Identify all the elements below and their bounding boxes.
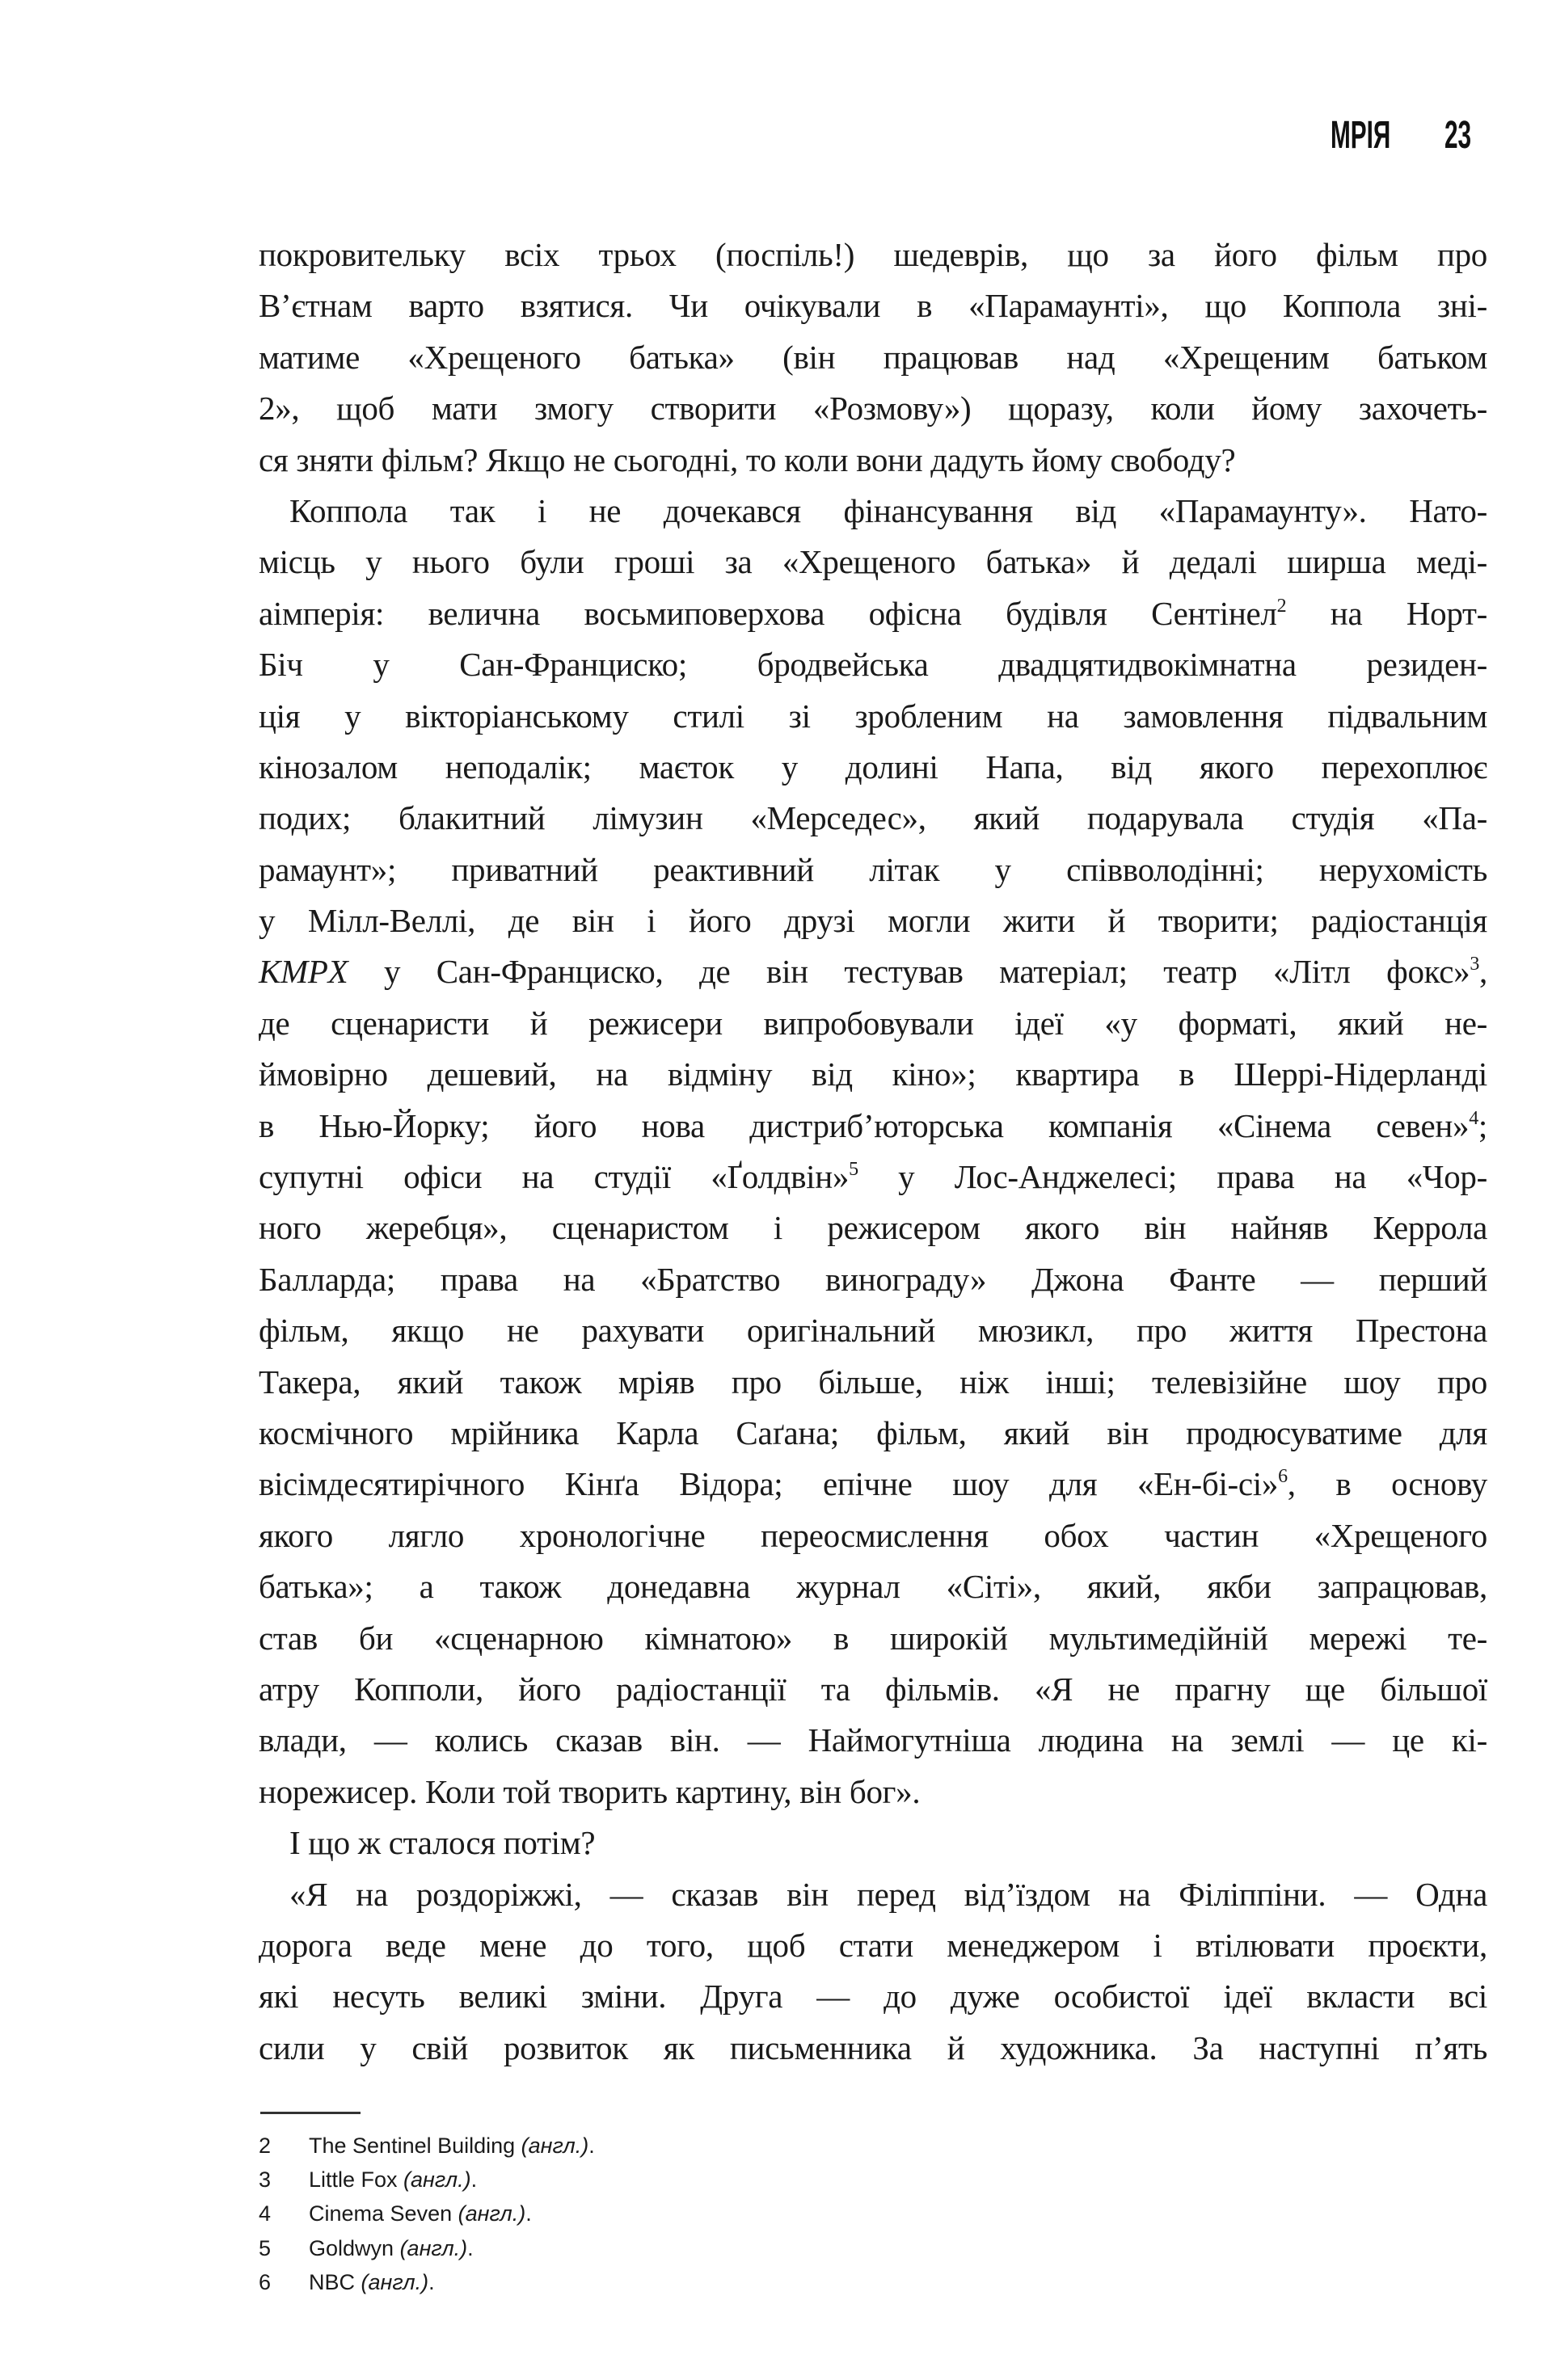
footnote-divider xyxy=(260,2112,361,2114)
footnote-ref: 5 xyxy=(849,1159,858,1181)
footnote-number: 3 xyxy=(259,2167,272,2193)
text-line xyxy=(259,1408,1487,1459)
text-run: батька»; а також донедавна журнал «Сіті», який, якби запрацював, xyxy=(259,1568,1487,1606)
footnote-ref: 2 xyxy=(1276,595,1287,617)
footnote-text: Little Fox xyxy=(309,2167,404,2193)
text-line xyxy=(259,946,1487,997)
text-line xyxy=(259,1869,1487,1920)
footnote-number: 2 xyxy=(259,2134,272,2158)
text-run: Балларда; права на «Братство винограду» Джона Фанте — перший xyxy=(259,1260,1487,1298)
text-run: у Лос-Анджелесі; права на «Чор- xyxy=(858,1158,1487,1196)
text-run: де сценаристи й режисери випробовували ідеї «у форматі, який не- xyxy=(259,1004,1487,1042)
text-run: І що ж сталося потім? xyxy=(289,1824,596,1862)
footnote-text: Goldwyn xyxy=(309,2235,400,2260)
text-run: норежисер. Коли той творить картину, він бог». xyxy=(259,1772,921,1810)
text-run: дорога веде мене до того, щоб стати менеджером і втілювати проєкти, xyxy=(259,1926,1487,1964)
footnote-language: (англ.) xyxy=(403,2167,471,2193)
text-line xyxy=(259,1254,1487,1305)
footnote-period: . xyxy=(428,2269,435,2294)
italic-text: KMPX xyxy=(259,953,348,991)
text-line xyxy=(259,1152,1487,1203)
text-run: подих; блакитний лімузин «Мерседес», який подарувала студія «Па- xyxy=(259,799,1487,837)
footnote xyxy=(259,2265,595,2299)
text-run: ймовірно дешевий, на відміну від кіно»; квартира в Шеррі-Нідерланді xyxy=(259,1055,1487,1093)
text-run: вісімдесятирічного Кінґа Відора; епічне шоу для «Ен-бі-сі» xyxy=(259,1465,1279,1503)
footnotes xyxy=(259,2129,595,2299)
text-line xyxy=(259,1459,1487,1510)
text-line xyxy=(259,383,1487,434)
footnote-language: (англ.) xyxy=(399,2235,468,2260)
text-run: «Я на роздоріжжі, — сказав він перед від’їздом на Філіппіни. — Одна xyxy=(289,1875,1487,1913)
text-line xyxy=(259,537,1487,588)
text-line xyxy=(259,435,1487,486)
text-line xyxy=(259,895,1487,946)
text-line xyxy=(259,1561,1487,1612)
text-run: сили у свій розвиток як письменника й художника. За наступні п’ять xyxy=(259,2028,1487,2066)
text-run: фільм, якщо не рахувати оригінальний мюзикл, про життя Престона xyxy=(259,1312,1487,1350)
text-run: у Мілл-Веллі, де він і його друзі могли жити й творити; радіостанція xyxy=(259,902,1487,940)
text-run: , в основу xyxy=(1287,1465,1487,1503)
text-run: у Сан-Франциско, де він тестував матеріал; театр «Літл фокс» xyxy=(348,953,1470,991)
text-line xyxy=(259,280,1487,331)
footnote-language: (англ.) xyxy=(521,2134,589,2158)
footnote-text: Cinema Seven xyxy=(309,2201,458,2226)
footnote xyxy=(259,2163,595,2197)
text-line xyxy=(259,1715,1487,1766)
text-line xyxy=(259,1049,1487,1100)
text-line xyxy=(259,1818,1487,1868)
text-line xyxy=(259,2023,1487,2074)
footnote-ref: 3 xyxy=(1470,954,1480,975)
text-run: аімперія: велична восьмиповерхова офісна будівля Сентінел xyxy=(259,594,1277,632)
text-run: влади, — колись сказав він. — Наймогутніша людина на землі — це кі- xyxy=(259,1721,1487,1759)
text-run: Біч у Сан-Франциско; бродвейська двадцятидвокімнатна резиден- xyxy=(259,646,1487,684)
text-run: покровительку всіх трьох (поспіль!) шедеврів, що за його фільм про xyxy=(259,236,1487,273)
footnote-period: . xyxy=(470,2167,478,2193)
text-line xyxy=(259,639,1487,690)
chapter-title: МРІЯ xyxy=(1331,114,1391,157)
text-line xyxy=(259,1305,1487,1356)
text-run: атру Копполи, його радіостанції та фільмів. «Я не прагну ще більшої xyxy=(259,1670,1487,1708)
text-run: на Норт- xyxy=(1286,594,1487,632)
footnote-period: . xyxy=(588,2134,595,2158)
text-run: в Нью-Йорку; його нова дистриб’юторська компанія «Сінема севен» xyxy=(259,1106,1470,1144)
text-run: В’єтнам варто взятися. Чи очікували в «Парамаунті», що Коппола зні- xyxy=(259,287,1487,325)
text-line xyxy=(259,1920,1487,1971)
footnote-language: (англ.) xyxy=(458,2201,526,2226)
text-line xyxy=(259,793,1487,844)
footnote-number: 5 xyxy=(259,2235,272,2260)
text-line xyxy=(259,742,1487,793)
text-run: якого лягло хронологічне переосмислення обох частин «Хрещеного xyxy=(259,1516,1487,1554)
text-line xyxy=(259,1613,1487,1664)
footnote xyxy=(259,2197,595,2230)
footnote xyxy=(259,2231,595,2265)
text-run: Такера, який також мріяв про більше, ніж інші; телевізійне шоу про xyxy=(259,1363,1487,1401)
text-line xyxy=(259,1357,1487,1408)
footnote-language: (англ.) xyxy=(361,2269,429,2294)
text-run: 2», щоб мати змогу створити «Розмову») щоразу, коли йому захочеть- xyxy=(259,390,1487,428)
text-line xyxy=(259,691,1487,742)
text-run: кінозалом неподалік; маєток у долині Напа, від якого перехоплює xyxy=(259,748,1487,786)
footnote-text: The Sentinel Building xyxy=(309,2134,521,2158)
text-line xyxy=(259,486,1487,537)
footnote-period: . xyxy=(525,2201,532,2226)
page-number: 23 xyxy=(1444,114,1472,157)
text-line xyxy=(259,1664,1487,1715)
text-line xyxy=(259,1767,1487,1818)
text-line xyxy=(259,230,1487,280)
body-text xyxy=(259,230,1487,2074)
text-run: супутні офіси на студії «Ґолдвін» xyxy=(259,1158,850,1196)
text-line xyxy=(259,588,1487,639)
text-run: космічного мрійника Карла Саґана; фільм, який він продюсуватиме для xyxy=(259,1413,1487,1451)
text-run: ; xyxy=(1478,1106,1487,1144)
footnote-ref: 6 xyxy=(1278,1466,1288,1488)
footnote-ref: 4 xyxy=(1469,1107,1478,1129)
running-head xyxy=(1293,112,1487,160)
footnote xyxy=(259,2129,595,2163)
footnote-text: NBC xyxy=(309,2269,361,2294)
text-line xyxy=(259,1203,1487,1253)
text-line xyxy=(259,1510,1487,1561)
text-run: став би «сценарною кімнатою» в широкій мультимедійній мережі те- xyxy=(259,1619,1487,1657)
text-run: ція у вікторіанському стилі зі зробленим на замовлення підвальним xyxy=(259,697,1487,735)
text-run: Коппола так і не дочекався фінансування від «Парамаунту». Нато- xyxy=(289,491,1487,529)
text-run: місць у нього були гроші за «Хрещеного батька» й дедалі ширша меді- xyxy=(259,543,1487,581)
text-run: які несуть великі зміни. Друга — до дуже особистої ідеї вкласти всі xyxy=(259,1978,1487,2016)
text-run: , xyxy=(1479,953,1487,991)
text-run: ся зняти фільм? Якщо не сьогодні, то коли вони дадуть йому свободу? xyxy=(259,440,1236,478)
text-run: рамаунт»; приватний реактивний літак у співволодінні; нерухомість xyxy=(259,850,1487,888)
footnote-number: 4 xyxy=(259,2201,272,2226)
text-line xyxy=(259,845,1487,895)
text-run: матиме «Хрещеного батька» (він працював над «Хрещеним батьком xyxy=(259,338,1487,376)
footnote-period: . xyxy=(467,2235,474,2260)
text-line xyxy=(259,332,1487,383)
text-run: ного жеребця», сценаристом і режисером якого він найняв Керрола xyxy=(259,1209,1487,1247)
footnote-number: 6 xyxy=(259,2269,272,2294)
text-line xyxy=(259,1101,1487,1152)
text-line xyxy=(259,1971,1487,2022)
text-line xyxy=(259,998,1487,1049)
